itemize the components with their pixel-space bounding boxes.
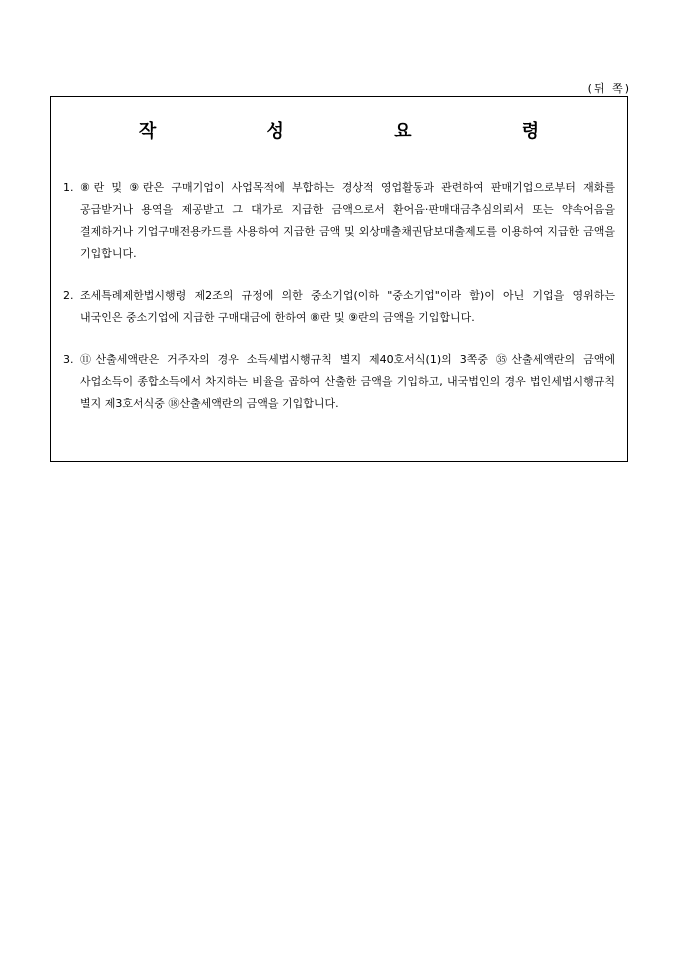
- instruction-number: 1.: [63, 181, 74, 194]
- instruction-text: ⑪산출세액란은 거주자의 경우 소득세법시행규칙 별지 제40호서식(1)의 3쪽중 ㉟산출세액란의 금액에 사업소득이 종합소득에서 차지하는 비율을 곱하여 산출한 금액을 기입하고, 내국법인의 경우 법인세법시행규칙 별지 제3호서식중 ⑱산출세액란의 금액을 기입합니다.: [80, 353, 615, 410]
- instruction-number: 3.: [63, 353, 74, 366]
- instructions-title: 작 성 요 령: [138, 121, 592, 142]
- instruction-text: ⑧란 및 ⑨란은 구매기업이 사업목적에 부합하는 경상적 영업활동과 관련하여 판매기업으로부터 재화를 공급받거나 용역을 제공받고 그 대가로 지급한 금액으로서 환어음·판매대금추심의뢰서 또는 약속어음을 결제하거나 기업구매전용카드를 사용하여 지급한 금액 및 외상매출채권담보대출제도를 이용하여 지급한 금액을 기입합니다.: [80, 181, 615, 260]
- instructions-list: [63, 177, 615, 435]
- instruction-number: 2.: [63, 289, 74, 302]
- page-side-label: (뒤 쪽): [587, 82, 631, 95]
- instruction-text: 조세특례제한법시행령 제2조의 규정에 의한 중소기업(이하 "중소기업"이라 함)이 아닌 기업을 영위하는 내국인은 중소기업에 지급한 구매대금에 한하여 ⑧란 및 ⑨란의 금액을 기입합니다.: [80, 289, 615, 324]
- instruction-item: [63, 285, 615, 329]
- instruction-item: [63, 349, 615, 415]
- instruction-item: [63, 177, 615, 265]
- instructions-box: [50, 96, 628, 462]
